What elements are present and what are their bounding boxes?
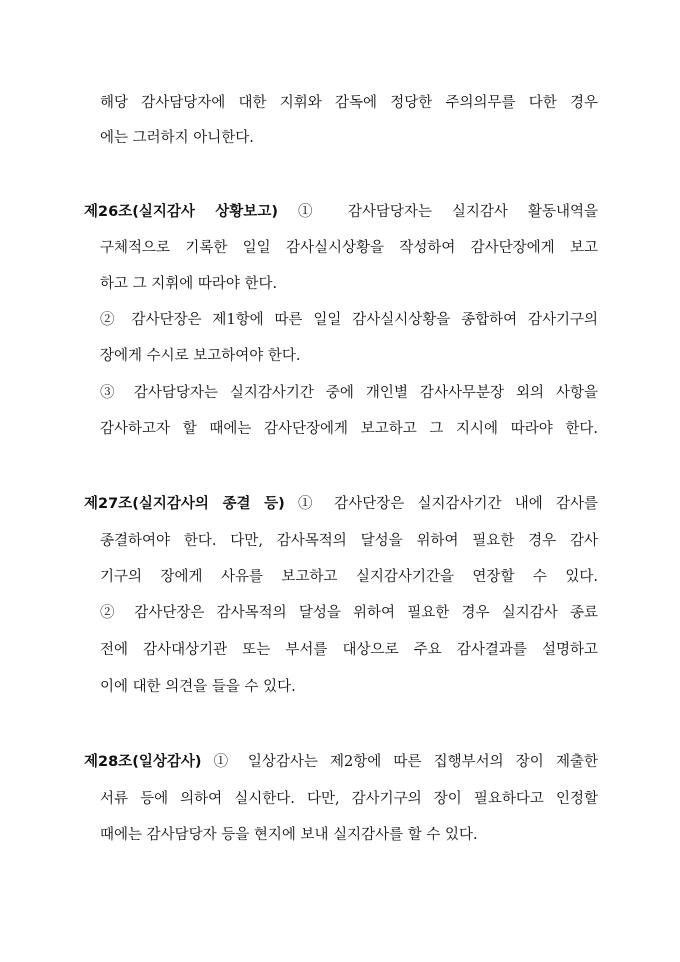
article-28-heading-line	[84, 752, 598, 772]
article-28-title: 제28조(일상감사)	[84, 754, 202, 770]
article-28-first-text: ① 일상감사는 제2항에 따른 집행부서의 장이 제출한	[201, 754, 598, 770]
body-text-line: 이에 대한 의견을 들을 수 있다.	[100, 679, 296, 695]
body-text-line: ③ 감사담당자는 실지감사기간 중에 개인별 감사사무분장 외의 사항을	[100, 385, 598, 401]
body-text-line: 감사하고자 할 때에는 감사단장에게 보고하고 그 지시에 따라야 한다.	[100, 421, 598, 437]
body-text-line: 종결하여야 한다. 다만, 감사목적의 달성을 위하여 필요한 경우 감사	[100, 533, 598, 549]
body-text-line: 에는 그러하지 아니한다.	[100, 130, 254, 146]
article-27-title: 제27조(실지감사의 종결 등)	[84, 496, 285, 512]
body-text-line: 때에는 감사담당자 등을 현지에 보내 실지감사를 할 수 있다.	[100, 827, 478, 843]
body-text-line: ② 감사단장은 제1항에 따른 일일 감사실시상황을 종합하여 감사기구의	[100, 312, 598, 328]
article-26-title: 제26조(실지감사 상황보고)	[84, 204, 278, 220]
body-text-line: 기구의 장에게 사유를 보고하고 실지감사기간을 연장할 수 있다.	[100, 569, 598, 585]
body-text-line: 하고 그 지휘에 따라야 한다.	[100, 276, 278, 292]
body-text-line: 장에게 수시로 보고하여야 한다.	[100, 348, 301, 364]
article-27-first-text: ① 감사단장은 실지감사기간 내에 감사를	[284, 496, 598, 512]
body-text-line: ② 감사단장은 감사목적의 달성을 위하여 필요한 경우 실지감사 종료	[100, 605, 598, 621]
body-text-line: 구체적으로 기록한 일일 감사실시상황을 작성하여 감사단장에게 보고	[100, 240, 598, 256]
body-text-line: 전에 감사대상기관 또는 부서를 대상으로 주요 감사결과를 설명하고	[100, 642, 598, 658]
article-26-first-text: ① 감사담당자는 실지감사 활동내역을	[277, 204, 598, 220]
article-27-heading-line	[84, 494, 598, 514]
article-26-heading-line	[84, 202, 598, 222]
body-text-line: 서류 등에 의하여 실시한다. 다만, 감사기구의 장이 필요하다고 인정할	[100, 791, 598, 807]
body-text-line: 해당 감사담당자에 대한 지휘와 감독에 정당한 주의의무를 다한 경우	[100, 95, 598, 111]
